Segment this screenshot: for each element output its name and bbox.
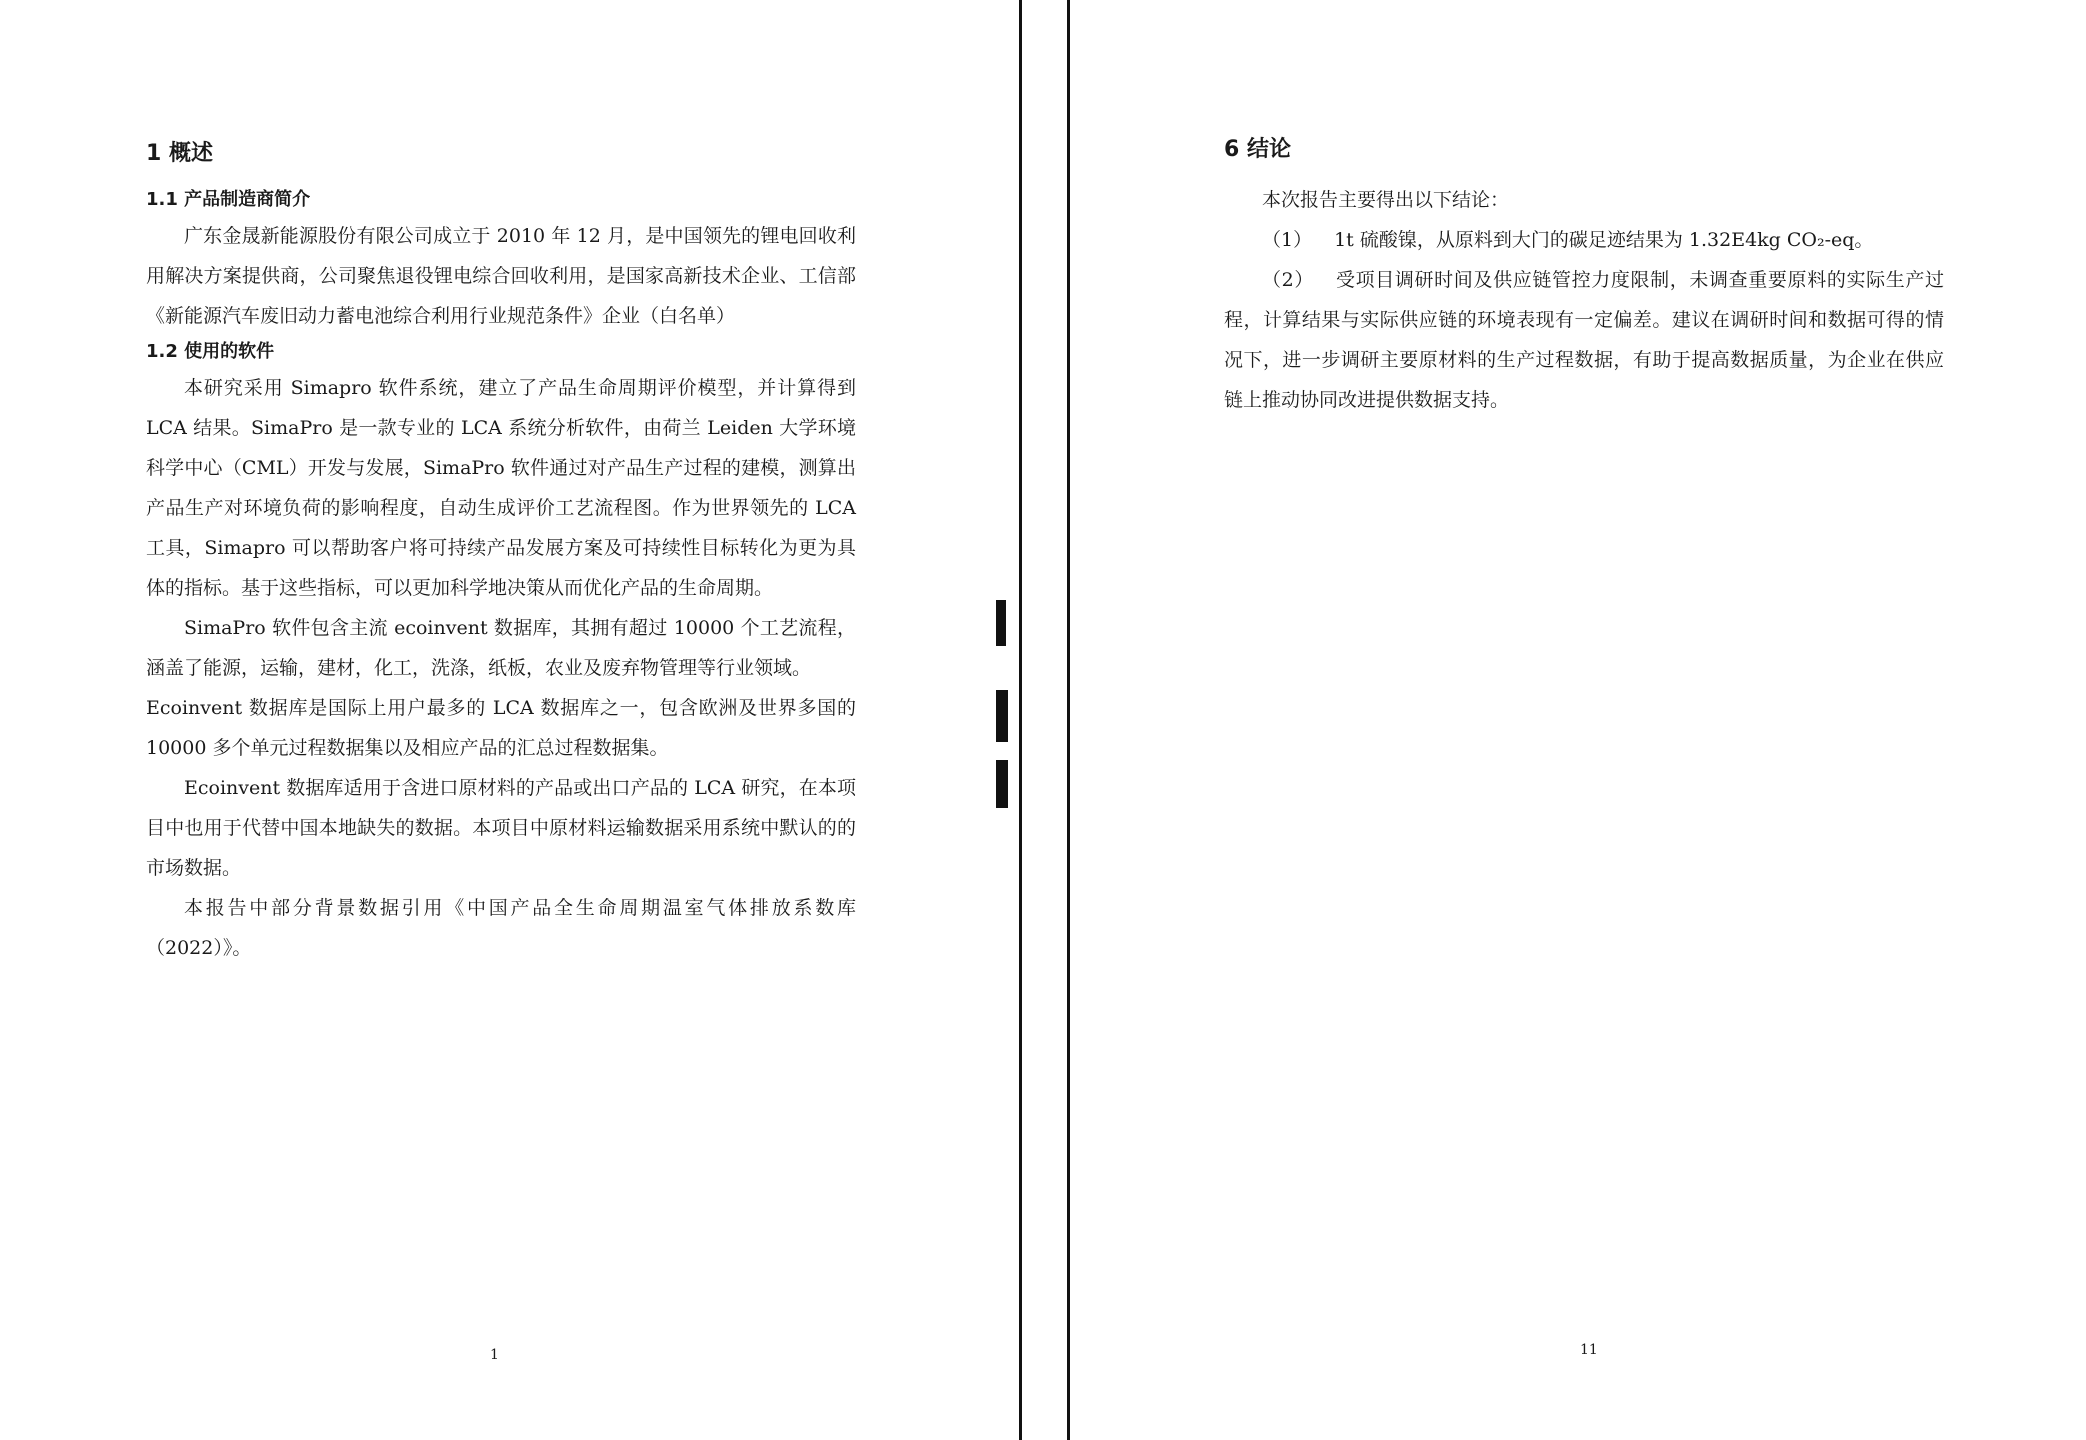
scan-artifact <box>996 600 1006 646</box>
conclusion-item <box>1224 220 1944 260</box>
chapter-heading: 6 结论 <box>1224 137 1291 162</box>
body-paragraph: SimaPro 软件包含主流 ecoinvent 数据库，其拥有超过 10000 个工艺流程，涵盖了能源，运输，建材，化工，洗涤，纸板，农业及废弃物管理等行业领域。 <box>146 617 856 679</box>
body-paragraph: Ecoinvent 数据库适用于含进口原材料的产品或出口产品的 LCA 研究，在本项目中也用于代替中国本地缺失的数据。本项目中原材料运输数据采用系统中默认的的市场数据。 <box>146 777 856 879</box>
section-heading: 1.2 使用的软件 <box>146 341 275 362</box>
section-heading: 1.1 产品制造商简介 <box>146 189 311 210</box>
page-content <box>146 134 856 968</box>
conclusion-item <box>1224 260 1944 420</box>
page-number: 1 <box>490 1347 499 1363</box>
page-divider <box>1019 0 1022 1440</box>
document-page-left <box>0 0 1020 1440</box>
scan-artifact <box>996 690 1008 742</box>
item-number: （1） <box>1262 229 1313 251</box>
item-number: （2） <box>1262 269 1314 291</box>
body-paragraph: Ecoinvent 数据库是国际上用户最多的 LCA 数据库之一，包含欧洲及世界多国的 10000 多个单元过程数据集以及相应产品的汇总过程数据集。 <box>146 697 856 759</box>
body-paragraph: 本次报告主要得出以下结论： <box>1262 189 1510 211</box>
body-paragraph: 本研究采用 Simapro 软件系统，建立了产品生命周期评价模型，并计算得到 LCA 结果。SimaPro 是一款专业的 LCA 系统分析软件，由荷兰 Leiden 大学环境科学中心（CML）开发与发展，SimaPro 软件通过对产品生产过程的建模，测算出产品生产对环境负荷的影响程度，自动生成评价工艺流程图。作为世界领先的 LCA 工具，Simapro 可以帮助客户将可持续产品发展方案及可持续性目标转化为更为具体的指标。基于这些指标，可以更加科学地决策从而优化产品的生命周期。 <box>146 377 856 599</box>
item-text: 受项目调研时间及供应链管控力度限制，未调查重要原料的实际生产过程，计算结果与实际供应链的环境表现有一定偏差。建议在调研时间和数据可得的情况下，进一步调研主要原材料的生产过程数据，有助于提高数据质量，为企业在供应链上推动协同改进提供数据支持。 <box>1224 269 1944 411</box>
body-paragraph: 本报告中部分背景数据引用《中国产品全生命周期温室气体排放系数库（2022）》。 <box>146 897 856 959</box>
scan-artifact <box>996 760 1008 808</box>
document-page-right <box>1070 0 2086 1440</box>
chapter-heading: 1 概述 <box>146 141 213 166</box>
item-text: 1t 硫酸镍，从原料到大门的碳足迹结果为 1.32E4kg CO₂-eq。 <box>1334 229 1874 251</box>
page-number: 11 <box>1580 1342 1598 1358</box>
page-content <box>1224 130 1944 420</box>
body-paragraph: 广东金晟新能源股份有限公司成立于 2010 年 12 月，是中国领先的锂电回收利用解决方案提供商，公司聚焦退役锂电综合回收利用，是国家高新技术企业、工信部《新能源汽车废旧动力蓄电池综合利用行业规范条件》企业（白名单） <box>146 225 856 327</box>
